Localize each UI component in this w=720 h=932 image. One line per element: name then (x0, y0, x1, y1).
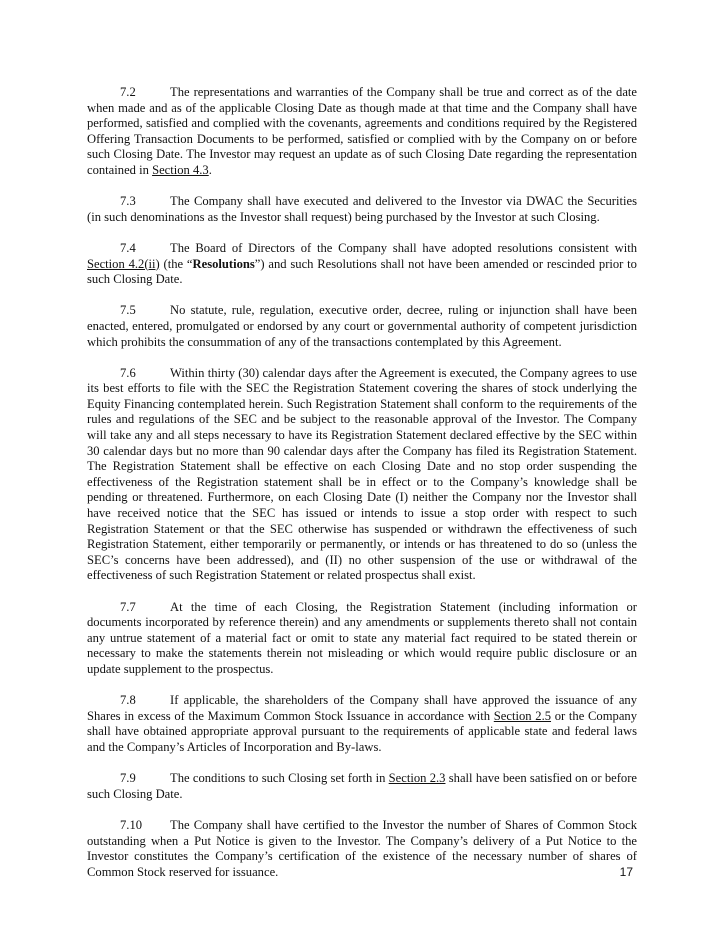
paragraph-text: The Board of Directors of the Company shall have adopted resolutions consistent with (170, 240, 637, 255)
paragraph-7-8 (87, 693, 637, 755)
paragraph-number: 7.6 (120, 365, 136, 380)
paragraph-text: shall have been satisfied on or before such Closing Date. (87, 771, 637, 801)
paragraph-text: ”) and such Resolutions shall not have been amended or rescinded prior to such Closing Date. (87, 256, 637, 287)
paragraph-text: The Company shall have certified to the Investor the number of Shares of Common Stock outstanding when a Put Notice is given to the Investor. The Company’s delivery of a Put Notice to the Investor constitutes the Company’s certification of the existence of the necessary number of shares of Common Stock reserved for issuance. (87, 817, 637, 879)
paragraph-text: Within thirty (30) calendar days after the Agreement is executed, the Company agrees to use its best efforts to file with the SEC the Registration Statement covering the shares of stock underlying the Equity Financing contemplated herein. Such Registration Statement shall conform to the requirements of the rules and regulations of the SEC and be subject to the reasonable approval of the Investor. The Company will take any and all steps necessary to have its Registration Statement declared effective by the SEC within 30 calendar days but no more than 90 calendar days after the Company has filed its Registration Statement. The Registration Statement shall be effective on each Closing Date and no stop order suspending the effectiveness of the Registration statement shall be in effect or to the Company’s knowledge shall be pending or threatened. Furthermore, on each Closing Date (I) neither the Company nor the Investor shall have received notice that the SEC has issued or intends to issue a stop order with respect to such Registration Statement or that the SEC otherwise has suspended or withdrawn the effectiveness of such Registration Statement, either temporarily or permanently, or intends or has threatened to do so (unless the SEC’s concerns have been addressed), and (II) no other suspension of the use or withdrawal of the effectiveness of such Registration Statement or related prospectus shall exist. (87, 365, 637, 583)
defined-term: Resolutions (192, 256, 255, 271)
paragraph-text: At the time of each Closing, the Registration Statement (including information or documents incorporated by reference therein) and any amendments or supplements thereto shall not contain any untrue statement of a material fact or omit to state any material fact required to be stated therein or necessary to make the statements therein not misleading or which would require public disclosure or an update supplement to the prospectus. (87, 599, 637, 676)
paragraph-text: The Company shall have executed and delivered to the Investor via DWAC the Securities (in such denominations as the Investor shall request) being purchased by the Investor at such Closing. (87, 194, 637, 224)
paragraph-text: The representations and warranties of the Company shall be true and correct as of the date when made and as of the applicable Closing Date as though made at that time and the Company shall have performed, satisfied and complied with the covenants, agreements and conditions required by the Registered Offering Transaction Documents to be performed, satisfied or complied with by the Company on or before such Closing Date. The Investor may request an update as of such Closing Date regarding the representation contained in (87, 85, 637, 177)
paragraph-number: 7.4 (120, 240, 136, 255)
paragraph-text: or the Company shall have obtained appropriate approval pursuant to the requirements of applicable state and federal laws and the Company’s Articles of Incorporation and By-laws. (87, 708, 637, 754)
paragraph-7-10 (87, 818, 637, 880)
paragraph-number: 7.9 (120, 771, 136, 786)
document-body (87, 85, 637, 896)
paragraph-7-9 (87, 771, 637, 802)
paragraph-7-7 (87, 600, 637, 678)
section-reference: Section 2.5 (493, 708, 552, 723)
section-reference: Section 2.3 (388, 771, 446, 786)
paragraph-number: 7.10 (120, 817, 143, 832)
paragraph-number: 7.2 (120, 85, 136, 99)
paragraph-text: If applicable, the shareholders of the Company shall have approved the issuance of any Shares in excess of the Maximum Common Stock Issuance in accordance with (87, 693, 637, 723)
page-number: 17 (619, 865, 633, 879)
paragraph-number: 7.8 (120, 693, 136, 708)
paragraph-7-3 (87, 194, 637, 225)
paragraph-text: . (208, 162, 212, 177)
paragraph-text: No statute, rule, regulation, executive order, decree, ruling or injunction shall have been enacted, entered, promulgated or endorsed by any court or governmental authority of competent jurisdiction which prohibits the consummation of any of the transactions contemplated by this Agreement. (87, 303, 637, 349)
paragraph-7-6 (87, 366, 637, 584)
section-reference: Section 4.2(ii) (87, 256, 160, 271)
paragraph-number: 7.5 (120, 303, 136, 318)
paragraph-7-2 (87, 85, 637, 179)
paragraph-number: 7.7 (120, 599, 136, 614)
section-reference: Section 4.3 (152, 162, 209, 177)
paragraph-7-4 (87, 241, 637, 288)
paragraph-text: (the “ (159, 256, 193, 271)
paragraph-number: 7.3 (120, 194, 136, 209)
paragraph-text: The conditions to such Closing set forth in (170, 771, 389, 786)
paragraph-7-5 (87, 303, 637, 350)
